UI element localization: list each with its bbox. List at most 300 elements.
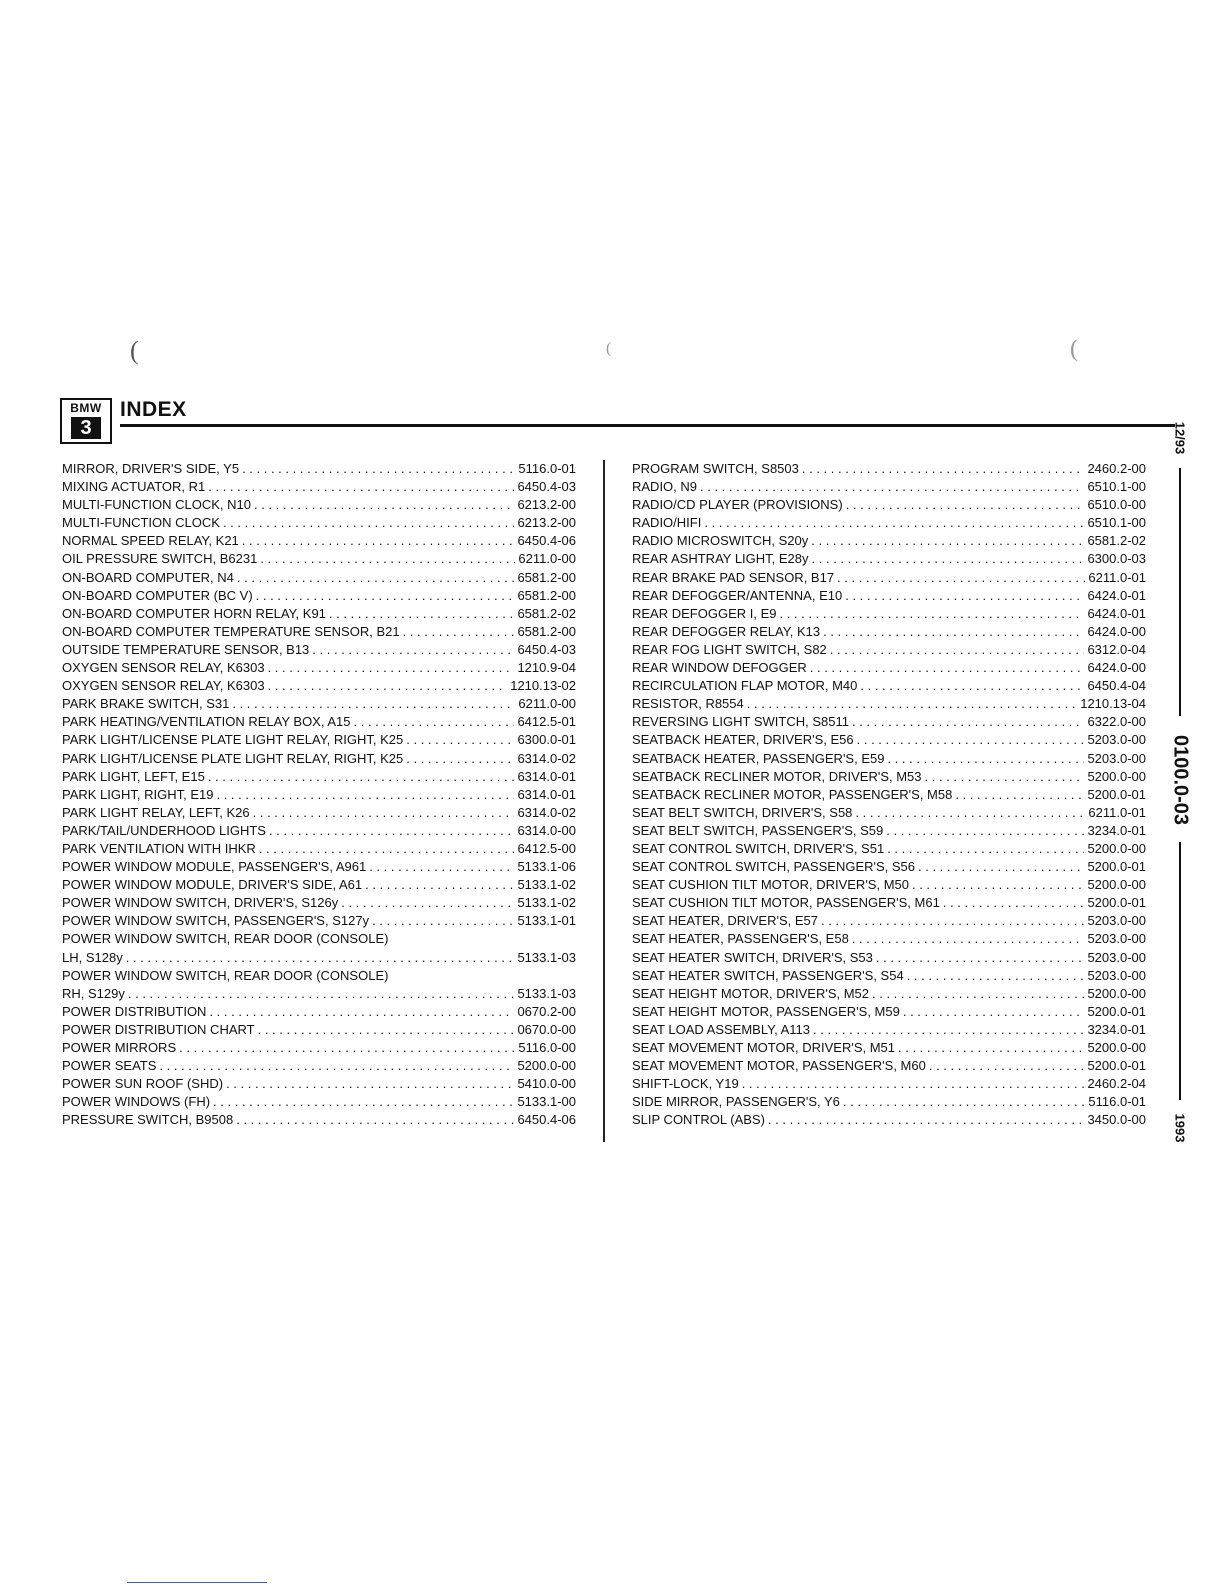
dot-leader (747, 695, 1077, 713)
dot-leader (802, 460, 1085, 478)
dot-leader (742, 1075, 1085, 1093)
entry-label: ON-BOARD COMPUTER, N4 (62, 569, 234, 585)
index-entry (632, 912, 1146, 930)
entry-label: SEAT BELT SWITCH, DRIVER'S, S58 (632, 804, 853, 820)
dot-leader (209, 1003, 514, 1021)
entry-code: 6314.0-00 (517, 822, 576, 838)
entry-label: SEAT HEATER SWITCH, PASSENGER'S, S54 (632, 967, 904, 983)
dot-leader (830, 641, 1085, 659)
entry-code: 3234.0-01 (1087, 1021, 1146, 1037)
index-entry (632, 605, 1146, 623)
entry-label: OXYGEN SENSOR RELAY, K6303 (62, 660, 265, 676)
index-entry (62, 623, 576, 641)
entry-label: SEAT MOVEMENT MOTOR, DRIVER'S, M51 (632, 1040, 896, 1055)
dot-leader (876, 949, 1085, 967)
index-entry (632, 876, 1146, 894)
index-entry (632, 1111, 1146, 1129)
dot-leader (887, 750, 1084, 768)
entry-code: 6314.0-02 (517, 804, 576, 820)
entry-code: 5133.1-02 (517, 877, 576, 893)
entry-code: 5133.1-00 (517, 1094, 576, 1110)
entry-code: 6211.0-00 (518, 551, 576, 567)
dot-leader (268, 677, 508, 695)
bmw-3-logo (60, 398, 112, 444)
index-entry (62, 804, 576, 822)
entry-code: 5200.0-00 (1087, 768, 1146, 784)
scan-mark: ( (130, 336, 139, 365)
dot-leader (269, 822, 515, 840)
entry-code: 1210.13-04 (1080, 696, 1146, 712)
index-entry (632, 1075, 1146, 1093)
index-entry (632, 514, 1146, 532)
dot-leader (779, 605, 1084, 623)
dot-leader (159, 1057, 514, 1075)
entry-code: 6581.2-00 (517, 623, 576, 639)
entry-code: 6314.0-01 (517, 786, 576, 802)
entry-label: MULTI-FUNCTION CLOCK (62, 515, 220, 531)
index-entry (632, 840, 1146, 858)
dot-leader (406, 750, 514, 768)
index-entry (62, 677, 576, 695)
entry-code: 5203.0-00 (1087, 931, 1146, 947)
side-rule-top (1179, 468, 1181, 716)
dot-leader (821, 912, 1084, 930)
entry-code: 5410.0-00 (517, 1076, 576, 1092)
index-entry (62, 967, 576, 985)
dot-leader (837, 569, 1085, 587)
dot-leader (236, 1111, 514, 1129)
entry-code: 6213.2-00 (517, 497, 576, 513)
side-date: 12/93 (1172, 421, 1188, 455)
entry-label: MULTI-FUNCTION CLOCK, N10 (62, 497, 251, 513)
entry-code: 5200.0-00 (1087, 985, 1146, 1001)
index-entry (62, 550, 576, 568)
entry-label: MIXING ACTUATOR, R1 (62, 479, 206, 495)
entry-code: 6450.4-03 (517, 479, 576, 495)
index-entry (62, 786, 576, 804)
entry-label: LH, S128y (62, 949, 123, 965)
entry-code: 2460.2-00 (1087, 461, 1146, 476)
entry-label: OXYGEN SENSOR RELAY, K6303 (62, 678, 265, 694)
entry-label: SEAT HEATER SWITCH, DRIVER'S, S53 (632, 949, 873, 965)
dot-leader (406, 731, 514, 749)
title-rule (120, 424, 1175, 427)
dot-leader (823, 623, 1084, 641)
dot-leader (226, 1075, 514, 1093)
index-entry (632, 550, 1146, 568)
index-entry (632, 750, 1146, 768)
entry-label: POWER DISTRIBUTION (62, 1003, 207, 1019)
entry-label: ON-BOARD COMPUTER HORN RELAY, K91 (62, 605, 326, 621)
dot-leader (126, 949, 515, 967)
entry-code: 5133.1-03 (517, 985, 576, 1001)
index-entry (62, 478, 576, 496)
entry-label: PARK/TAIL/UNDERHOOD LIGHTS (62, 822, 266, 838)
dot-leader (855, 804, 1085, 822)
index-entry (632, 1057, 1146, 1075)
entry-label: PARK LIGHT/LICENSE PLATE LIGHT RELAY, RIGHT, K25 (62, 732, 404, 748)
entry-code: 5116.0-01 (518, 461, 576, 476)
dot-leader (887, 840, 1084, 858)
entry-label: NORMAL SPEED RELAY, K21 (62, 533, 239, 549)
entry-label: PARK HEATING/VENTILATION RELAY BOX, A15 (62, 714, 351, 730)
entry-label: PARK LIGHT/LICENSE PLATE LIGHT RELAY, RIGHT, K25 (62, 750, 404, 766)
dot-leader (232, 695, 515, 713)
entry-label: PARK LIGHT, RIGHT, E19 (62, 786, 214, 802)
entry-label: REVERSING LIGHT SWITCH, S8511 (632, 714, 849, 730)
entry-code: 6424.0-00 (1087, 623, 1146, 639)
dot-leader (903, 1003, 1085, 1021)
entry-label: SEATBACK RECLINER MOTOR, DRIVER'S, M53 (632, 768, 922, 784)
entry-code: 5200.0-00 (1087, 1040, 1146, 1055)
index-entry (62, 1057, 576, 1075)
entry-code: 5200.0-00 (1087, 840, 1146, 856)
index-entry (632, 822, 1146, 840)
entry-code: 5133.1-02 (517, 895, 576, 911)
side-rule-bottom (1179, 842, 1181, 1100)
dot-leader (768, 1111, 1085, 1129)
entry-code: 6322.0-00 (1087, 714, 1146, 730)
entry-label: RADIO/HIFI (632, 515, 702, 531)
index-column-left (62, 460, 576, 1129)
entry-code: 5200.0-00 (1087, 877, 1146, 893)
entry-label: PARK VENTILATION WITH IHKR (62, 840, 256, 856)
entry-code: 1210.13-02 (510, 678, 576, 694)
entry-code: 6581.2-02 (517, 605, 576, 621)
index-entry (632, 1021, 1146, 1039)
dot-leader (242, 460, 515, 478)
entry-label: SEAT CONTROL SWITCH, DRIVER'S, S51 (632, 840, 885, 856)
dot-leader (857, 731, 1085, 749)
entry-code: 6412.5-00 (517, 840, 576, 856)
dot-leader (918, 858, 1084, 876)
side-year: 1993 (1172, 1113, 1188, 1143)
entry-label: POWER WINDOWS (FH) (62, 1094, 211, 1110)
dot-leader (213, 1093, 514, 1111)
dot-leader (260, 550, 515, 568)
dot-leader (912, 876, 1084, 894)
index-entry (62, 822, 576, 840)
entry-code: 5203.0-00 (1087, 913, 1146, 929)
index-entry (62, 930, 576, 948)
entry-code: 6412.5-01 (517, 714, 576, 730)
index-entry (62, 750, 576, 768)
dot-leader (254, 496, 514, 514)
entry-code: 5203.0-00 (1087, 750, 1146, 766)
dot-leader (943, 894, 1085, 912)
dot-leader (128, 985, 515, 1003)
entry-code: 6581.2-00 (517, 587, 576, 603)
entry-label: SEAT LOAD ASSEMBLY, A113 (632, 1021, 811, 1037)
dot-leader (258, 1021, 515, 1039)
index-entry (632, 623, 1146, 641)
dot-leader (372, 912, 514, 930)
entry-code: 0670.2-00 (517, 1003, 576, 1019)
index-entry (632, 713, 1146, 731)
index-entry (632, 569, 1146, 587)
index-entry (62, 912, 576, 930)
index-entry (62, 1075, 576, 1093)
index-entry (62, 1039, 576, 1057)
index-entry (62, 659, 576, 677)
entry-label: REAR FOG LIGHT SWITCH, S82 (632, 641, 827, 657)
entry-code: 5203.0-00 (1087, 949, 1146, 965)
index-entry (632, 768, 1146, 786)
entry-code: 6450.4-06 (517, 1112, 576, 1128)
index-entry (632, 1003, 1146, 1021)
dot-leader (852, 713, 1084, 731)
index-entry (62, 768, 576, 786)
side-page-code: 0100.0-03 (1169, 734, 1192, 826)
index-entry (632, 949, 1146, 967)
dot-leader (872, 985, 1084, 1003)
entry-code: 5133.1-06 (517, 859, 576, 875)
entry-code: 6424.0-00 (1087, 660, 1146, 676)
dot-leader (242, 532, 515, 550)
index-entry (632, 659, 1146, 677)
index-entry (632, 786, 1146, 804)
dot-leader (354, 713, 515, 731)
entry-code: 6314.0-01 (517, 768, 576, 784)
dot-leader (929, 1057, 1085, 1075)
index-entry (632, 804, 1146, 822)
entry-code: 5200.0-01 (1087, 1003, 1146, 1019)
entry-label: PROGRAM SWITCH, S8503 (632, 461, 799, 476)
side-margin (1160, 410, 1200, 1145)
entry-label: SEATBACK HEATER, DRIVER'S, E56 (632, 732, 854, 748)
dot-leader (813, 1021, 1084, 1039)
dot-leader (179, 1039, 515, 1057)
index-entry (632, 496, 1146, 514)
index-entry (62, 587, 576, 605)
entry-code: 6510.1-00 (1087, 479, 1146, 495)
dot-leader (237, 569, 515, 587)
entry-label: REAR DEFOGGER RELAY, K13 (632, 623, 821, 639)
entry-code: 5200.0-01 (1087, 859, 1146, 875)
entry-label: REAR BRAKE PAD SENSOR, B17 (632, 569, 835, 585)
dot-leader (852, 930, 1085, 948)
entry-label: POWER SUN ROOF (SHD) (62, 1076, 224, 1092)
entry-label: SLIP CONTROL (ABS) (632, 1112, 765, 1128)
dot-leader (223, 514, 515, 532)
dot-leader (341, 894, 514, 912)
dot-leader (812, 550, 1085, 568)
dot-leader (925, 768, 1085, 786)
index-entry (62, 605, 576, 623)
entry-label: SEATBACK HEATER, PASSENGER'S, E59 (632, 750, 885, 766)
index-column-right (632, 460, 1146, 1129)
logo-model: 3 (71, 417, 101, 439)
entry-code: 5116.0-01 (1088, 1094, 1146, 1110)
dot-leader (253, 804, 515, 822)
entry-code: 1210.9-04 (517, 660, 576, 676)
column-divider (603, 460, 605, 1142)
entry-label: POWER WINDOW SWITCH, DRIVER'S, S126y (62, 895, 339, 911)
index-entry (62, 894, 576, 912)
dot-leader (843, 1093, 1086, 1111)
dot-leader (860, 677, 1084, 695)
entry-label: POWER WINDOW SWITCH, REAR DOOR (CONSOLE) (62, 967, 389, 983)
entry-code: 6211.0-00 (518, 696, 576, 712)
entry-code: 5116.0-00 (518, 1040, 576, 1055)
entry-code: 6450.4-03 (517, 641, 576, 657)
dot-leader (704, 514, 1084, 532)
entry-label: REAR DEFOGGER I, E9 (632, 605, 777, 621)
entry-code: 0670.0-00 (517, 1021, 576, 1037)
entry-code: 5203.0-00 (1087, 732, 1146, 748)
entry-label: RADIO MICROSWITCH, S20y (632, 533, 809, 549)
index-entry (632, 641, 1146, 659)
index-entry (62, 532, 576, 550)
dot-leader (810, 659, 1085, 677)
dot-leader (898, 1039, 1084, 1057)
entry-code: 6211.0-01 (1088, 804, 1146, 820)
entry-label: SEAT HEIGHT MOTOR, DRIVER'S, M52 (632, 985, 870, 1001)
dot-leader (886, 822, 1084, 840)
dot-leader (208, 768, 515, 786)
index-entry (62, 514, 576, 532)
entry-label: MIRROR, DRIVER'S SIDE, Y5 (62, 461, 240, 476)
scan-mark: ( (1070, 336, 1078, 362)
entry-label: RADIO, N9 (632, 479, 698, 495)
index-entry (62, 695, 576, 713)
entry-code: 5133.1-03 (517, 949, 576, 965)
page-title: INDEX (120, 398, 187, 421)
entry-label: SEAT HEIGHT MOTOR, PASSENGER'S, M59 (632, 1003, 900, 1019)
entry-label: SEAT CUSHION TILT MOTOR, PASSENGER'S, M61 (632, 895, 940, 911)
dot-leader (216, 786, 514, 804)
entry-label: PRESSURE SWITCH, B9508 (62, 1112, 234, 1128)
index-entry (632, 478, 1146, 496)
dot-leader (329, 605, 515, 623)
entry-code: 6581.2-00 (517, 569, 576, 585)
entry-label: POWER SEATS (62, 1058, 157, 1074)
entry-label: OUTSIDE TEMPERATURE SENSOR, B13 (62, 641, 310, 657)
index-entry (632, 894, 1146, 912)
index-entry (62, 460, 576, 478)
entry-code: 6424.0-01 (1087, 587, 1146, 603)
entry-code: 5200.0-01 (1087, 1058, 1146, 1074)
entry-code: 5203.0-00 (1087, 967, 1146, 983)
entry-label: ON-BOARD COMPUTER (BC V) (62, 587, 253, 603)
entry-code: 6211.0-01 (1088, 569, 1146, 585)
index-entry (62, 985, 576, 1003)
entry-code: 5200.0-01 (1087, 786, 1146, 802)
entry-code: 6510.1-00 (1087, 515, 1146, 531)
dot-leader (312, 641, 514, 659)
index-entry (62, 641, 576, 659)
index-entry (632, 1093, 1146, 1111)
entry-code: 6450.4-06 (517, 533, 576, 549)
dot-leader (403, 623, 515, 641)
index-entry (62, 1111, 576, 1129)
logo-brand: BMW (70, 401, 102, 415)
dot-leader (700, 478, 1084, 496)
index-entry (632, 532, 1146, 550)
dot-leader (268, 659, 515, 677)
entry-label: SEAT CONTROL SWITCH, PASSENGER'S, S56 (632, 859, 916, 875)
index-entry (62, 496, 576, 514)
index-entry (62, 949, 576, 967)
index-entry (62, 840, 576, 858)
entry-label: SEAT MOVEMENT MOTOR, PASSENGER'S, M60 (632, 1058, 926, 1074)
dot-leader (365, 876, 514, 894)
entry-label: RECIRCULATION FLAP MOTOR, M40 (632, 678, 858, 694)
entry-code: 6314.0-02 (517, 750, 576, 766)
dot-leader (955, 786, 1084, 804)
entry-label: PARK LIGHT, LEFT, E15 (62, 768, 205, 784)
entry-label: RADIO/CD PLAYER (PROVISIONS) (632, 497, 843, 513)
entry-label: POWER MIRRORS (62, 1040, 177, 1055)
entry-code: 6300.0-01 (517, 732, 576, 748)
entry-code: 6450.4-04 (1087, 678, 1146, 694)
dot-leader (845, 587, 1084, 605)
dot-leader (811, 532, 1084, 550)
scan-mark: ( (606, 340, 612, 357)
index-entry (632, 460, 1146, 478)
entry-label: SEAT HEATER, DRIVER'S, E57 (632, 913, 818, 929)
entry-code: 6424.0-01 (1087, 605, 1146, 621)
entry-label: REAR WINDOW DEFOGGER (632, 660, 807, 676)
dot-leader (369, 858, 514, 876)
dot-leader (907, 967, 1085, 985)
entry-label: OIL PRESSURE SWITCH, B6231 (62, 551, 258, 567)
entry-label: RH, S129y (62, 985, 125, 1001)
entry-code: 2460.2-04 (1087, 1076, 1146, 1092)
entry-label: RESISTOR, R8554 (632, 696, 744, 712)
index-entry (62, 569, 576, 587)
entry-label: POWER DISTRIBUTION CHART (62, 1021, 255, 1037)
index-entry (632, 985, 1146, 1003)
entry-code: 5133.1-01 (517, 913, 576, 929)
index-entry (62, 858, 576, 876)
entry-label: POWER WINDOW MODULE, DRIVER'S SIDE, A61 (62, 877, 363, 893)
entry-label: POWER WINDOW SWITCH, REAR DOOR (CONSOLE) (62, 931, 389, 947)
index-entry (632, 1039, 1146, 1057)
entry-label: SEAT CUSHION TILT MOTOR, DRIVER'S, M50 (632, 877, 909, 893)
entry-label: PARK BRAKE SWITCH, S31 (62, 696, 230, 712)
entry-code: 3234.0-01 (1087, 822, 1146, 838)
entry-label: SIDE MIRROR, PASSENGER'S, Y6 (632, 1094, 840, 1110)
index-entry (632, 695, 1146, 713)
entry-label: SEAT HEATER, PASSENGER'S, E58 (632, 931, 849, 947)
dot-leader (259, 840, 515, 858)
entry-code: 5200.0-01 (1087, 895, 1146, 911)
index-entry (632, 587, 1146, 605)
entry-label: SEAT BELT SWITCH, PASSENGER'S, S59 (632, 822, 884, 838)
entry-label: POWER WINDOW MODULE, PASSENGER'S, A961 (62, 859, 367, 875)
entry-code: 6581.2-02 (1087, 533, 1146, 549)
entry-label: PARK LIGHT RELAY, LEFT, K26 (62, 804, 250, 820)
entry-code: 5200.0-00 (517, 1058, 576, 1074)
entry-label: ON-BOARD COMPUTER TEMPERATURE SENSOR, B21 (62, 623, 400, 639)
index-entry (62, 713, 576, 731)
index-entry (632, 858, 1146, 876)
entry-label: SHIFT-LOCK, Y19 (632, 1076, 739, 1092)
index-entry (632, 677, 1146, 695)
entry-label: REAR DEFOGGER/ANTENNA, E10 (632, 587, 843, 603)
index-entry (62, 1003, 576, 1021)
entry-code: 6300.0-03 (1087, 551, 1146, 567)
entry-code: 6510.0-00 (1087, 497, 1146, 513)
dot-leader (846, 496, 1085, 514)
entry-code: 6213.2-00 (517, 515, 576, 531)
dot-leader (256, 587, 515, 605)
index-entry (632, 967, 1146, 985)
entry-label: REAR ASHTRAY LIGHT, E28y (632, 551, 809, 567)
index-entry (62, 876, 576, 894)
entry-code: 6312.0-04 (1087, 641, 1146, 657)
